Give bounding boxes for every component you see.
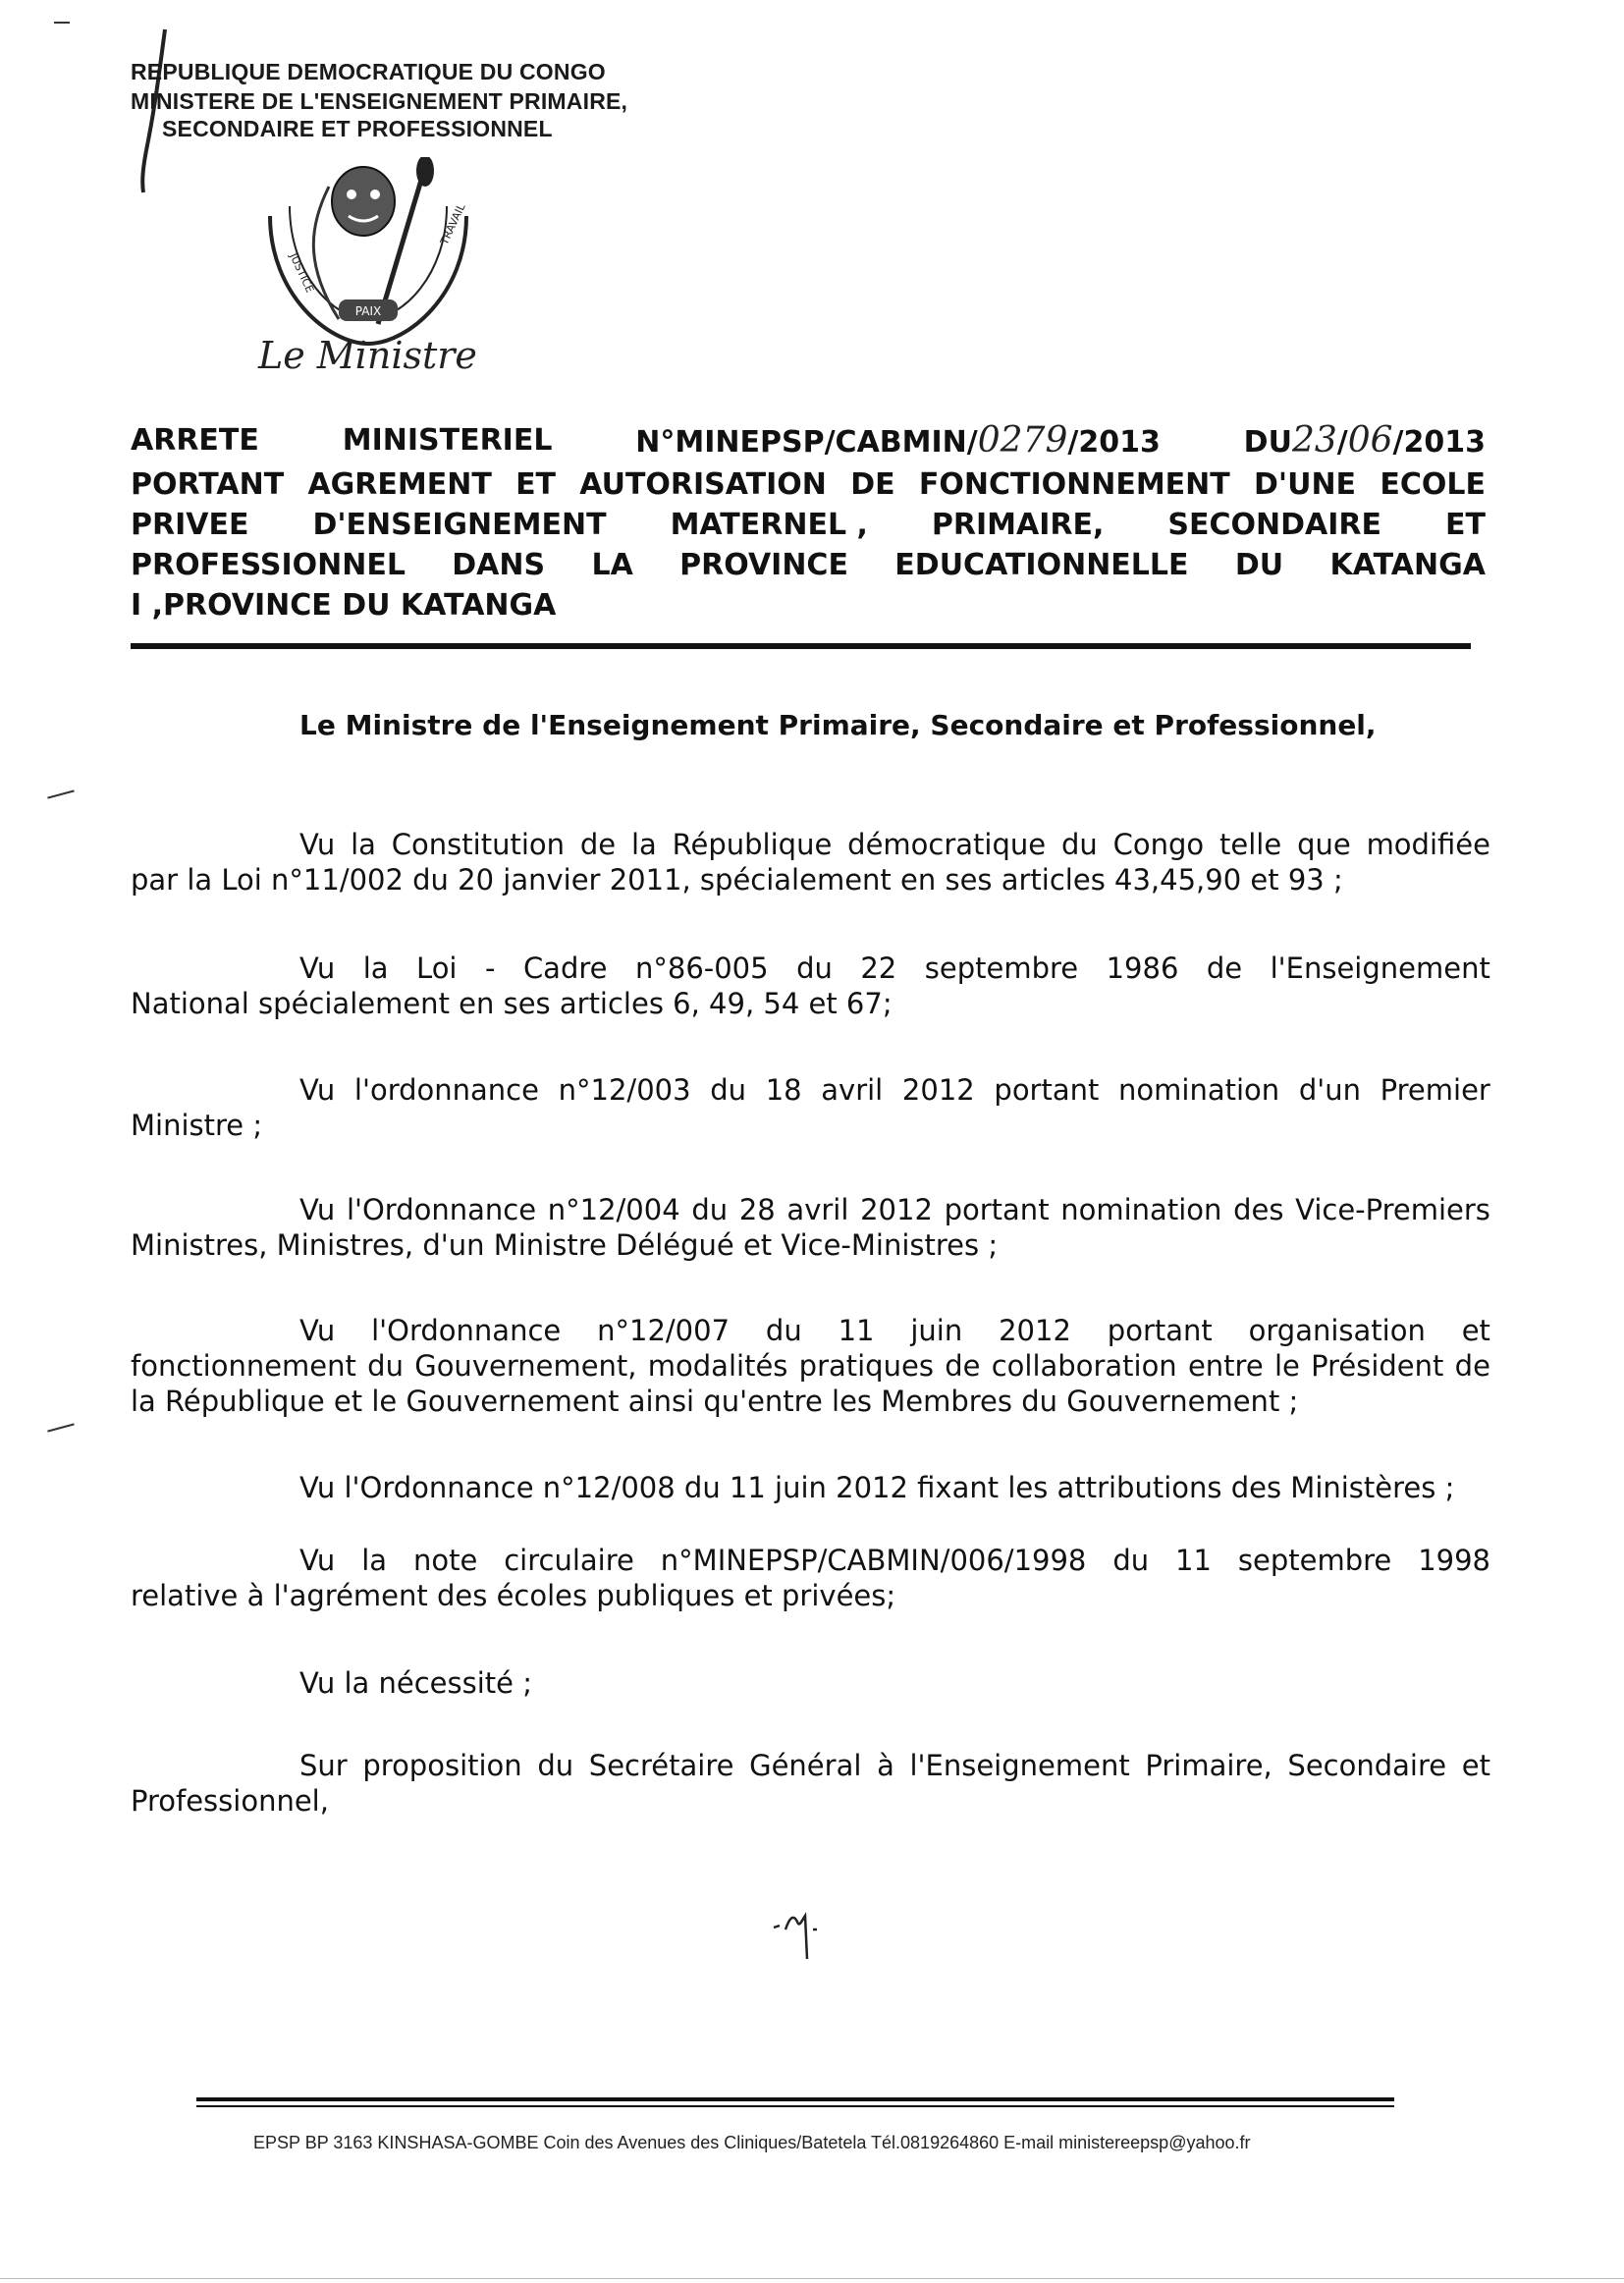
word: 2012 xyxy=(860,1193,933,1226)
recital-line xyxy=(131,1748,1490,1783)
word: telle xyxy=(1219,828,1282,861)
word: l'Enseignement xyxy=(909,1749,1130,1782)
coat-of-arms-seal xyxy=(250,157,486,353)
decree-title-line-1 xyxy=(131,422,1486,461)
word: 1998 xyxy=(1418,1544,1490,1577)
word: 18 xyxy=(765,1073,802,1107)
recital-constitution xyxy=(131,827,1490,897)
word: à xyxy=(877,1749,894,1782)
footer-divider-thin xyxy=(196,2105,1394,2107)
word: Gouvernement, xyxy=(414,1349,637,1383)
seal-motto-paix: PAIX xyxy=(354,304,382,318)
recital-ministry-attributions xyxy=(131,1470,1490,1505)
word: AUTORISATION xyxy=(579,467,827,502)
word: du xyxy=(367,1349,404,1383)
word: du xyxy=(1060,828,1098,861)
word: ET xyxy=(1445,508,1486,542)
word: organisation xyxy=(1248,1314,1426,1347)
word: n°MINEPSP/CABMIN/006/1998 xyxy=(660,1544,1087,1577)
word: démocratique xyxy=(847,828,1047,861)
page-mark-text: -1- xyxy=(766,1900,768,1901)
word: Général xyxy=(749,1749,862,1782)
word: PORTANT xyxy=(131,467,285,502)
word: pratiques xyxy=(798,1349,934,1383)
word: entre xyxy=(1187,1349,1264,1383)
word: l'ordonnance xyxy=(353,1073,539,1107)
recital-line: Vu l'Ordonnance n°12/008 du 11 juin 2012 fixant les attributions des Ministères ; xyxy=(299,1471,1455,1504)
recital-line: la République et le Gouvernement ainsi qu'entre les Membres du Gouvernement ; xyxy=(131,1385,1299,1418)
recital-line: Vu la nécessité ; xyxy=(299,1666,532,1700)
word: fonctionnement xyxy=(131,1349,356,1383)
word: la xyxy=(630,828,657,861)
word: Président xyxy=(1311,1349,1444,1383)
word: - xyxy=(484,951,496,985)
word: Sur xyxy=(299,1749,348,1782)
word: circulaire xyxy=(504,1544,634,1577)
decree-title-line-3 xyxy=(131,507,1486,543)
word: D'UNE xyxy=(1254,467,1357,502)
decree-date: DU23/06/2013 xyxy=(1243,420,1486,461)
title-divider xyxy=(131,643,1471,649)
word: avril xyxy=(821,1073,884,1107)
word: 22 xyxy=(860,951,897,985)
word: EDUCATIONNELLE xyxy=(894,548,1189,582)
word: l'Enseignement xyxy=(1270,951,1490,985)
word: Vu xyxy=(299,1193,336,1226)
recital-circular-note xyxy=(131,1543,1490,1613)
word: AGREMENT xyxy=(307,467,492,502)
word: du xyxy=(1112,1544,1150,1577)
word: portant xyxy=(994,1073,1100,1107)
word: du xyxy=(765,1314,802,1347)
word: DU xyxy=(1234,548,1284,582)
scan-mark xyxy=(47,789,75,798)
recital-line: Ministres, Ministres, d'un Ministre Délégué et Vice-Ministres ; xyxy=(131,1228,999,1262)
footer-contact: EPSP BP 3163 KINSHASA-GOMBE Coin des Avenues des Cliniques/Batetela Tél.0819264860 E-mail ministereepsp@yahoo.fr xyxy=(253,2133,1251,2152)
recital-prime-minister xyxy=(131,1072,1490,1143)
decree-title-line-5: I ,PROVINCE DU KATANGA xyxy=(131,588,557,623)
recital-line xyxy=(131,1543,1490,1578)
decree-title-line-4 xyxy=(131,547,1486,583)
recital-proposal xyxy=(131,1748,1490,1819)
word: l'Ordonnance xyxy=(346,1193,537,1226)
recital-necessity xyxy=(131,1665,1490,1701)
word: du xyxy=(691,1193,729,1226)
word: Vice-Premiers xyxy=(1295,1193,1490,1226)
word: PROFESSIONNEL xyxy=(131,548,406,582)
word: modifiée xyxy=(1366,828,1490,861)
letterhead-ministry-cont: SECONDAIRE ET PROFESSIONNEL xyxy=(162,116,553,141)
word: SECONDAIRE xyxy=(1167,508,1382,542)
word: portant xyxy=(944,1193,1050,1226)
word: juin xyxy=(910,1314,963,1347)
word: proposition xyxy=(362,1749,522,1782)
recital-line: relative à l'agrément des écoles publiques et privées; xyxy=(131,1579,896,1612)
title-word: ARRETE xyxy=(131,423,259,458)
word: Vu xyxy=(299,1544,336,1577)
word: Vu xyxy=(299,1073,336,1107)
recital-line xyxy=(131,1192,1490,1227)
recital-line xyxy=(131,827,1490,862)
word: portant xyxy=(1107,1314,1213,1347)
word: des xyxy=(1233,1193,1284,1226)
title-word: MINISTERIEL xyxy=(342,423,553,458)
word: DE xyxy=(850,467,895,502)
scan-mark xyxy=(54,22,70,24)
recital-line: National spécialement en ses articles 6, 49, 54 et 67; xyxy=(131,987,893,1020)
footer-divider xyxy=(196,2097,1394,2101)
word: avril xyxy=(786,1193,849,1226)
word: PRIVEE xyxy=(131,508,249,542)
word: Primaire, xyxy=(1145,1749,1272,1782)
recital-line xyxy=(131,1348,1490,1384)
handwritten-month: 06 xyxy=(1347,420,1393,461)
letterhead-republic: REPUBLIQUE DEMOCRATIQUE DU CONGO xyxy=(131,59,606,84)
word: nomination xyxy=(1118,1073,1280,1107)
scan-mark xyxy=(0,2278,1624,2279)
word: de xyxy=(1206,951,1243,985)
word: 2012 xyxy=(901,1073,975,1107)
recital-line xyxy=(131,951,1490,986)
word: du xyxy=(796,951,833,985)
recital-line: par la Loi n°11/002 du 20 janvier 2011, spécialement en ses articles 43,45,90 et 93 ; xyxy=(131,863,1343,897)
word: KATANGA xyxy=(1329,548,1486,582)
word: 11 xyxy=(1175,1544,1212,1577)
word: 11 xyxy=(838,1314,875,1347)
recital-ministers xyxy=(131,1192,1490,1263)
word: 2012 xyxy=(999,1314,1071,1347)
word: République xyxy=(672,828,833,861)
word: n°12/004 xyxy=(547,1193,680,1226)
word: de xyxy=(1454,1349,1490,1383)
word: 28 xyxy=(738,1193,776,1226)
word: du xyxy=(710,1073,747,1107)
seal-motto-travail: TRAVAIL xyxy=(437,201,468,247)
recital-government-organisation xyxy=(131,1313,1490,1419)
word: que xyxy=(1297,828,1351,861)
word: et xyxy=(1461,1749,1490,1782)
word: FONCTIONNEMENT xyxy=(918,467,1230,502)
word: la xyxy=(361,1544,388,1577)
word: de xyxy=(579,828,617,861)
decree-number: N°MINEPSP/CABMIN/0279/2013 xyxy=(635,420,1161,461)
word: nomination xyxy=(1060,1193,1222,1226)
word: la xyxy=(362,951,389,985)
scan-mark xyxy=(47,1423,75,1432)
letterhead-ministry: MINISTERE DE L'ENSEIGNEMENT PRIMAIRE, xyxy=(131,88,628,114)
handwritten-page-mark xyxy=(766,1900,844,1979)
recital-line: Professionnel, xyxy=(131,1784,329,1818)
handwritten-day: 23 xyxy=(1291,420,1337,461)
word: note xyxy=(412,1544,478,1577)
word: modalités xyxy=(647,1349,788,1383)
word: septembre xyxy=(924,951,1079,985)
recital-line xyxy=(131,1313,1490,1348)
word: Constitution xyxy=(391,828,566,861)
minister-heading: Le Ministre de l'Enseignement Primaire, Secondaire et Professionnel, xyxy=(299,709,1377,741)
word: la xyxy=(351,828,376,861)
word: collaboration xyxy=(991,1349,1177,1383)
word: Vu xyxy=(299,951,336,985)
recital-line xyxy=(131,1072,1490,1108)
word: PRIMAIRE, xyxy=(931,508,1105,542)
word: l'Ordonnance xyxy=(371,1314,562,1347)
word: Loi xyxy=(416,951,458,985)
word: n°86-005 xyxy=(634,951,769,985)
word: MATERNEL , xyxy=(670,508,868,542)
word: Secrétaire xyxy=(588,1749,734,1782)
word: Vu xyxy=(299,1314,336,1347)
word: 1986 xyxy=(1106,951,1179,985)
word: ECOLE xyxy=(1380,467,1486,502)
word: ET xyxy=(515,467,557,502)
word: Secondaire xyxy=(1287,1749,1447,1782)
word: LA xyxy=(591,548,633,582)
word: Cadre xyxy=(522,951,608,985)
word: et xyxy=(1461,1314,1490,1347)
handwritten-number: 0279 xyxy=(977,420,1068,461)
decree-title-line-2 xyxy=(131,466,1486,503)
word: du xyxy=(537,1749,574,1782)
word: n°12/003 xyxy=(558,1073,691,1107)
word: PROVINCE xyxy=(679,548,848,582)
recital-framework-law xyxy=(131,951,1490,1021)
word: Premier xyxy=(1380,1073,1490,1107)
word: de xyxy=(945,1349,981,1383)
word: septembre xyxy=(1237,1544,1392,1577)
word: Vu xyxy=(299,828,336,861)
recital-line: Ministre ; xyxy=(131,1109,263,1142)
word: D'ENSEIGNEMENT xyxy=(312,508,607,542)
word: DANS xyxy=(452,548,546,582)
word: n°12/007 xyxy=(597,1314,731,1347)
signature-title: Le Ministre xyxy=(258,334,477,377)
word: Congo xyxy=(1112,828,1205,861)
seal-motto-justice: JUSTICE xyxy=(287,250,317,296)
word: le xyxy=(1273,1349,1300,1383)
word: d'un xyxy=(1298,1073,1361,1107)
